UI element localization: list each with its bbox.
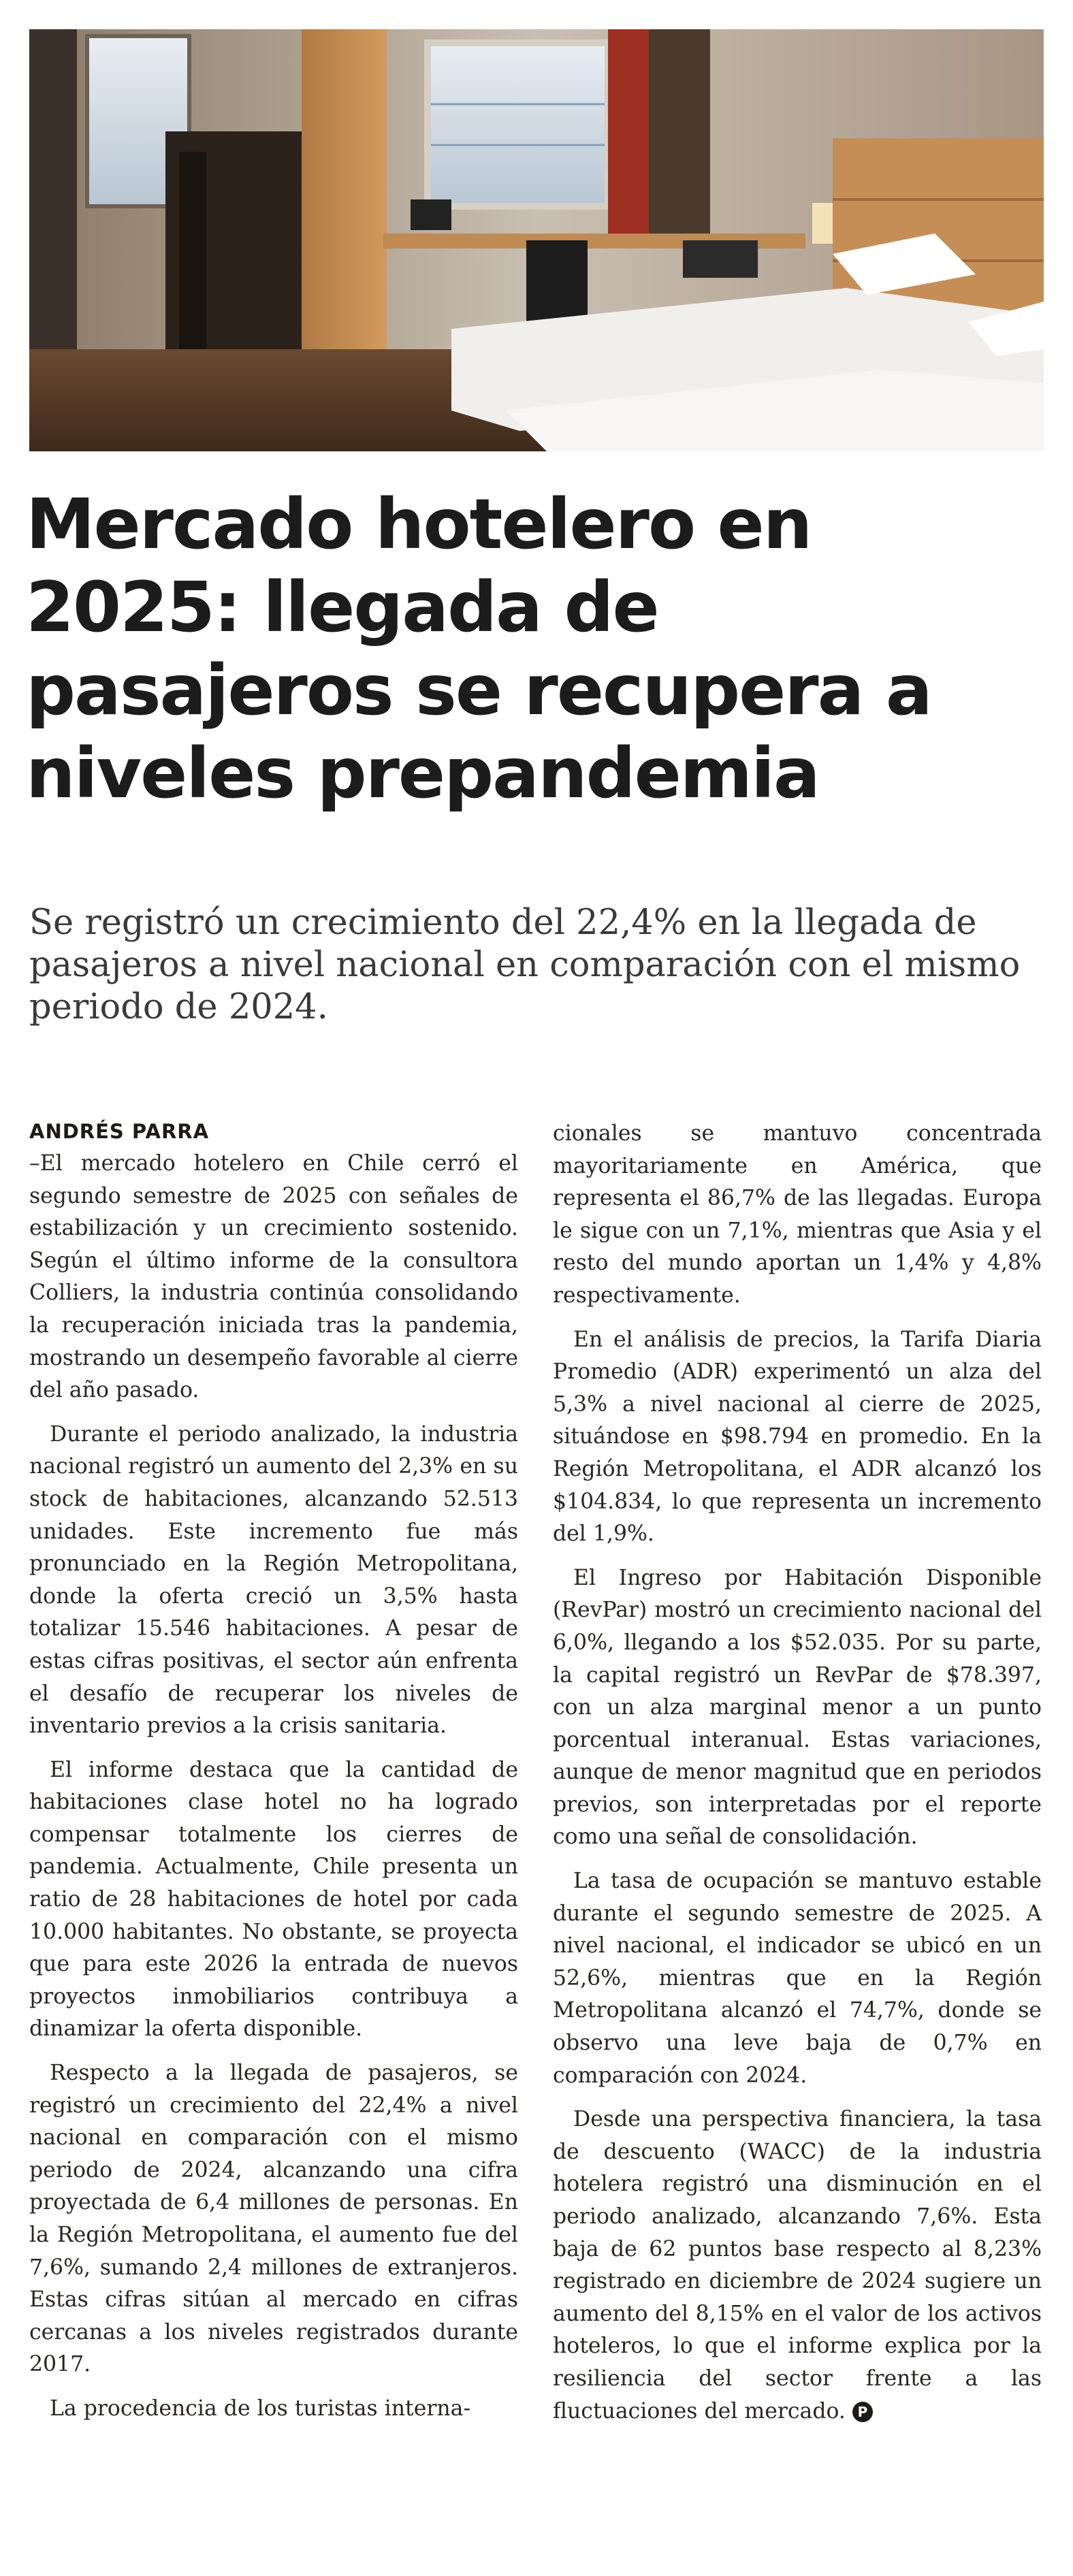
- body-paragraph: Respecto a la llegada de pasajeros, se registró un crecimiento del 22,4% a nivel nacional en comparación con el mismo periodo de 2024, alcanzando una cifra proyectada de 6,4 millones de personas. En la Región Metropolitana, el aumento fue del 7,6%, sumando 2,4 millones de extranjeros. Estas cifras sitúan al mercado en cifras cercanas a los niveles registrados durante 2017.: [29, 2061, 518, 2377]
- body-paragraph-text: Desde una perspectiva financiera, la tasa de descuento (WACC) de la industria hotelera registró una disminución en el periodo analizado, alcanzando 7,6%. Esta baja de 62 puntos base respecto al 8,23% registrado en diciembre de 2024 sugiere un aumento del 8,15% en el valor de los activos hoteleros, lo que el informe explica por la resiliencia del sector frente a las fluctuaciones del mercado.: [553, 2107, 1042, 2424]
- headline: Mercado hotelero en 2025: llegada de pasajeros se recupera a niveles prepandemia: [26, 484, 931, 814]
- article-column-1: [29, 1118, 518, 2426]
- body-paragraph: La procedencia de los turistas interna-: [50, 2396, 471, 2421]
- body-paragraph: cionales se mantuvo concentrada mayoritariamente en América, que representa el 86,7% de las llegadas. Europa le sigue con un 7,1%, mientras que Asia y el resto del mundo aportan un 1,4% y 4,8% respectivamente.: [553, 1121, 1042, 1308]
- body-paragraph: [553, 2104, 1042, 2428]
- subheadline: Se registró un crecimiento del 22,4% en la llegada de pasajeros a nivel nacional en comparación con el mismo periodo de 2024.: [29, 903, 1021, 1027]
- body-paragraph: Durante el periodo analizado, la industria nacional registró un aumento del 2,3% en su stock de habitaciones, alcanzando 52.513 unidades. Este incremento fue más pronunciado en la Región Metropolitana, donde la oferta creció un 3,5% hasta totalizar 15.546 habitaciones. A pesar de estas cifras positivas, el sector aún enfrenta el desafío de recuperar los niveles de inventario previos a la crisis sanitaria.: [29, 1421, 518, 1739]
- end-of-article-icon: P: [852, 2402, 873, 2422]
- body-paragraph: El informe destaca que la cantidad de habitaciones clase hotel no ha logrado compensar totalmente los cierres de pandemia. Actualmente, Chile presenta un ratio de 28 habitaciones de hotel por cada 10.000 habitantes. No obstante, se proyecta que para este 2026 la entrada de nuevos proyectos inmobiliarios contribuya a dinamizar la oferta disponible.: [29, 1757, 518, 2042]
- article-column-2: [553, 1118, 1042, 2428]
- body-paragraph: La tasa de ocupación se mantuvo estable durante el segundo semestre de 2025. A nivel nacional, el indicador se ubicó en un 52,6%, mientras que en la Región Metropolitana alcanzó el 74,7%, donde se observo una leve baja de 0,7% en comparación con 2024.: [553, 1869, 1042, 2088]
- byline: ANDRÉS PARRA: [29, 1120, 210, 1143]
- article-photo: [29, 29, 1044, 451]
- hotel-room-icon: [29, 29, 1044, 451]
- body-paragraph: El Ingreso por Habitación Disponible (RevPar) mostró un crecimiento nacional del 6,0%, llegando a los $52.035. Por su parte, la capital registró un RevPar de $78.397, con un alza marginal menor a un punto porcentual interanual. Estas variaciones, aunque de menor magnitud que en periodos previos, son interpretadas por el reporte como una señal de consolidación.: [553, 1565, 1042, 1850]
- body-paragraph: –El mercado hotelero en Chile cerró el segundo semestre de 2025 con señales de estabilización y un crecimiento sostenido. Según el último informe de la consultora Colliers, la industria continúa consolidando la recuperación iniciada tras la pandemia, mostrando un desempeño favorable al cierre del año pasado.: [29, 1151, 518, 1403]
- body-paragraph: En el análisis de precios, la Tarifa Diaria Promedio (ADR) experimentó un alza del 5,3% a nivel nacional al cierre de 2025, situándose en $98.794 en promedio. En la Región Metropolitana, el ADR alcanzó los $104.834, lo que representa un incremento del 1,9%.: [553, 1327, 1042, 1547]
